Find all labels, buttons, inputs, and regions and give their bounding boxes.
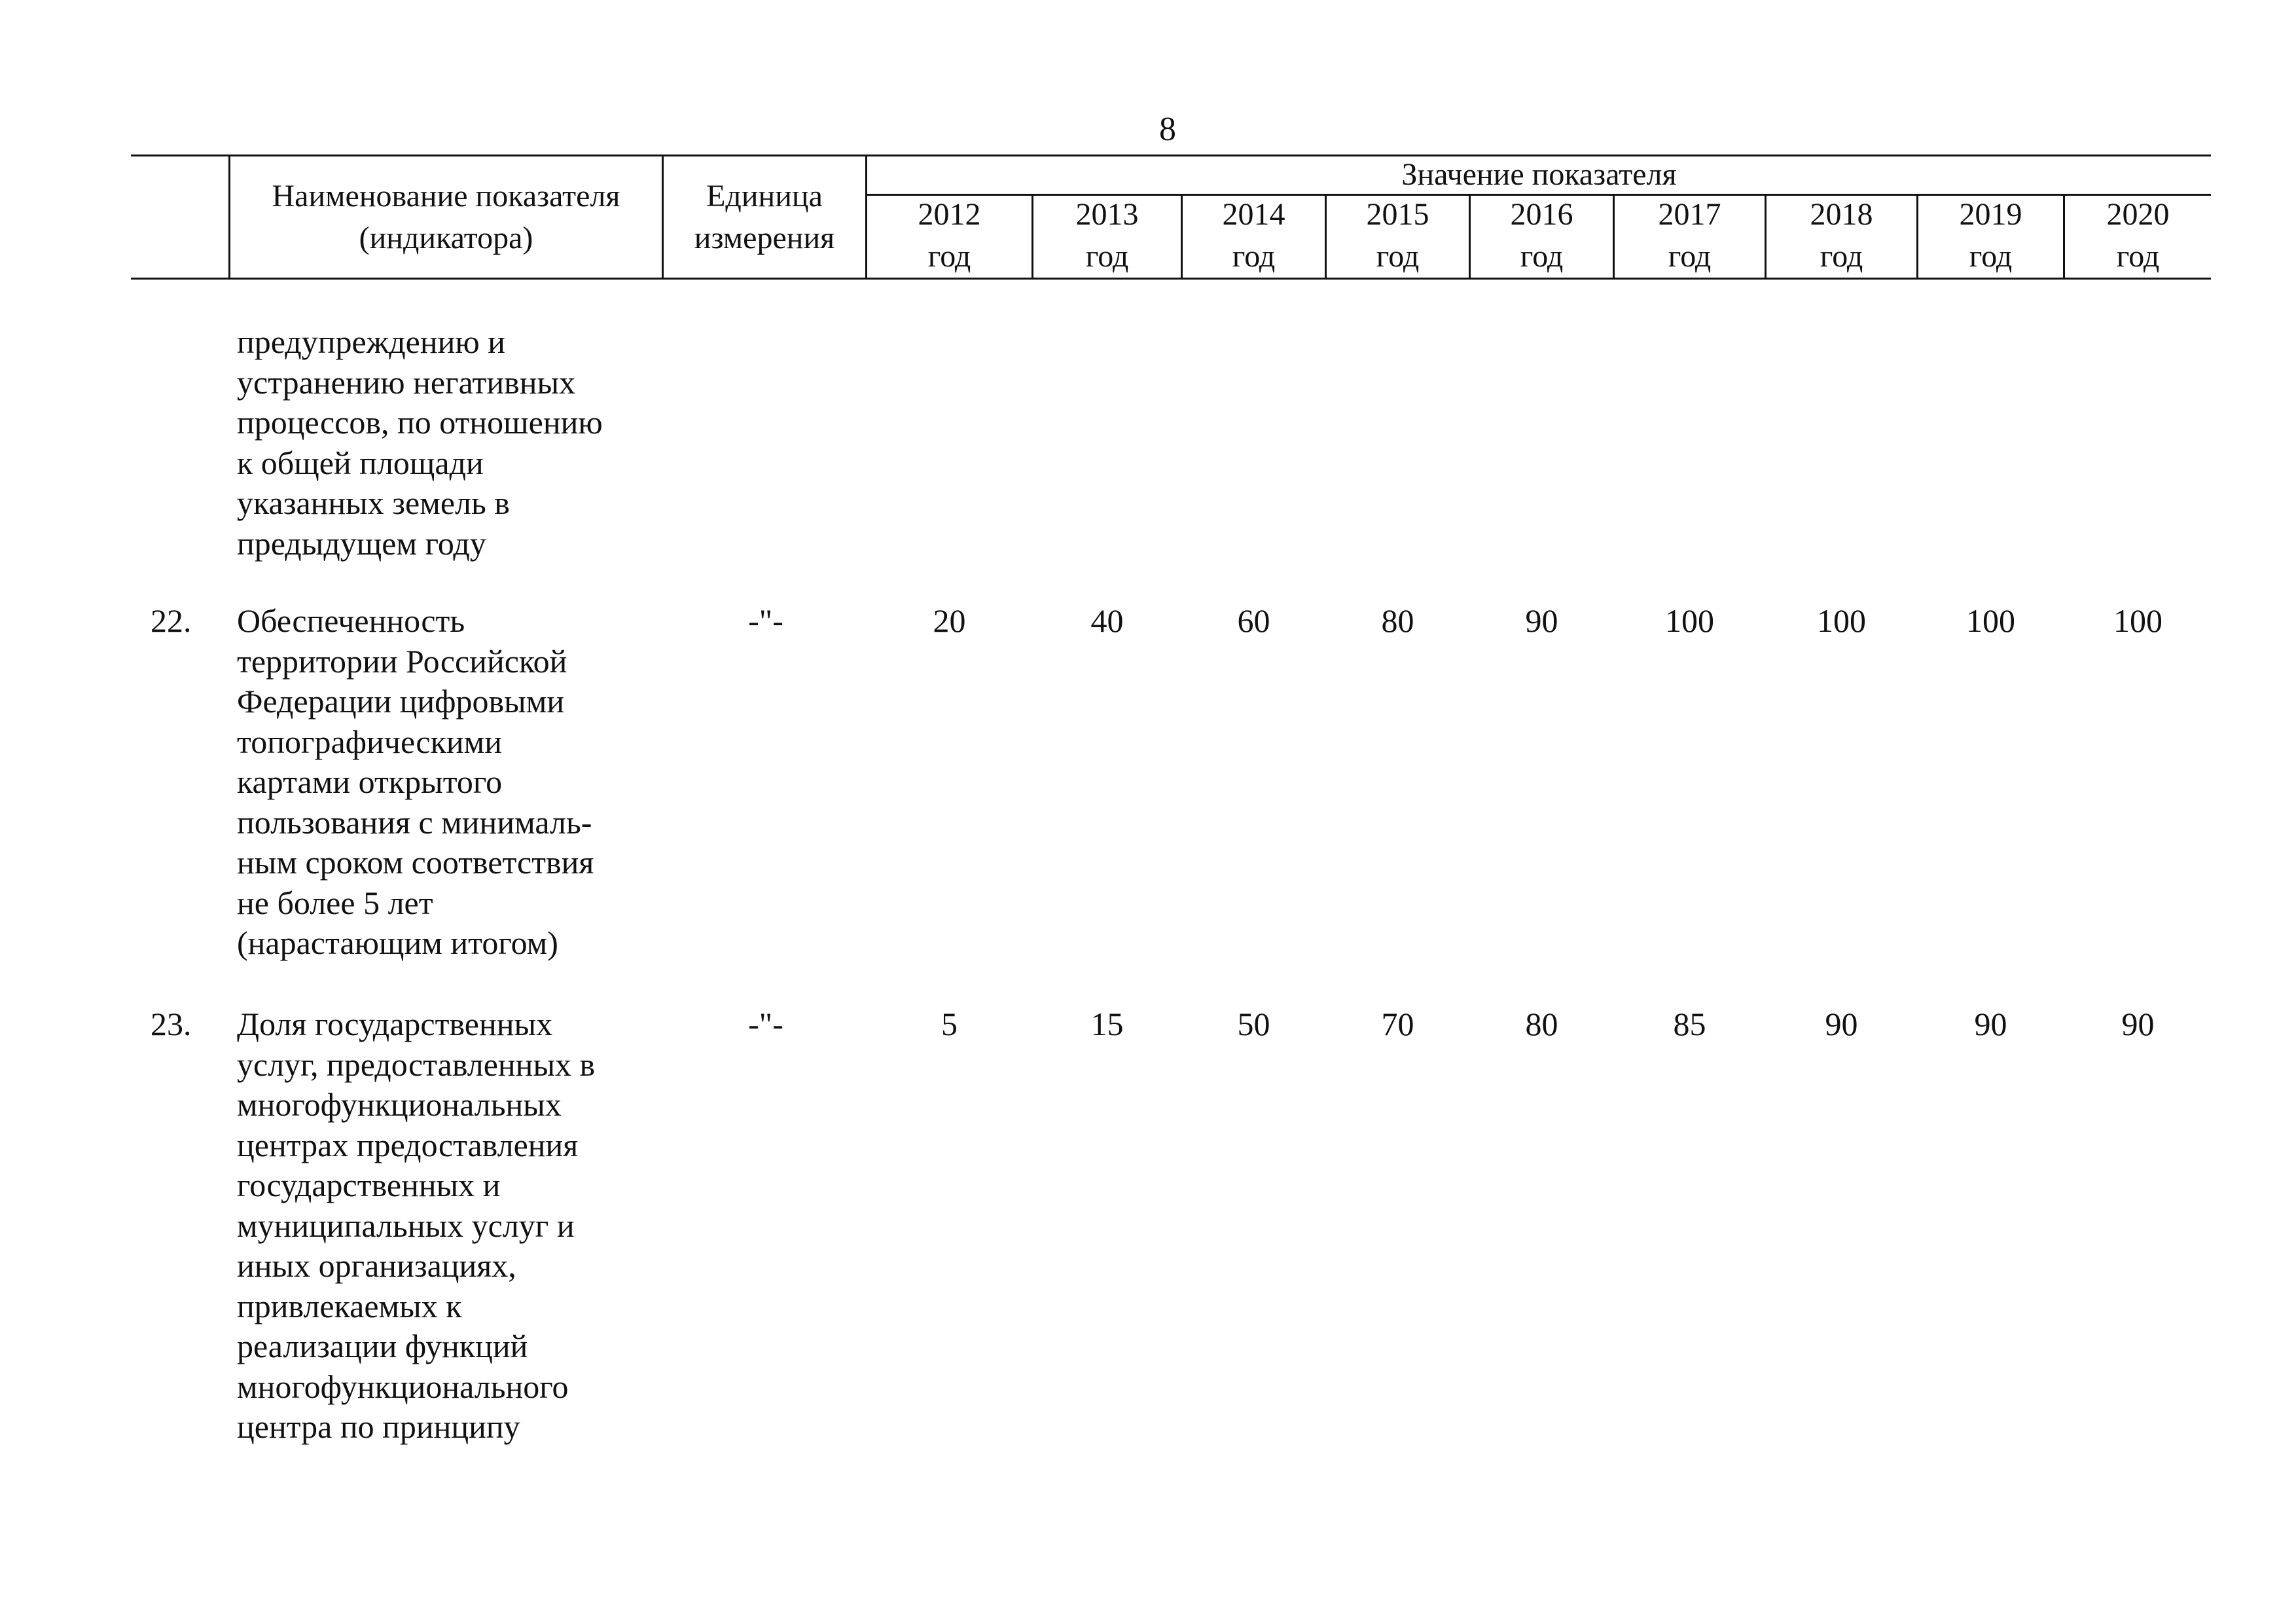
year-label: 2020 — [2106, 197, 2170, 232]
indicator-name-continued — [237, 322, 656, 564]
value-cell-2016: 90 — [1525, 602, 1558, 639]
year-suffix: год — [2116, 239, 2160, 274]
name-line: реализации функций — [237, 1328, 528, 1364]
header-name-column — [230, 175, 662, 259]
row-number: 23. — [151, 1006, 192, 1042]
value-cell-2019: 100 — [1966, 602, 2015, 639]
year-suffix: год — [1820, 239, 1863, 274]
value-cell-2018: 90 — [1825, 1006, 1858, 1042]
header-name-line: (индикатора) — [359, 221, 533, 255]
header-year-2016 — [1471, 194, 1613, 278]
year-label: 2015 — [1366, 197, 1429, 232]
header-year-2017 — [1615, 194, 1765, 278]
name-line: услуг, предоставленных в — [237, 1046, 596, 1083]
value-cell-2020: 90 — [2121, 1006, 2155, 1042]
header-unit-line: измерения — [694, 221, 835, 255]
year-label: 2019 — [1959, 197, 2022, 232]
year-suffix: год — [1085, 239, 1129, 274]
value-cell-2014: 50 — [1237, 1006, 1270, 1042]
name-line: государственных и — [237, 1167, 501, 1203]
name-line: многофункциональных — [237, 1086, 562, 1123]
name-line: ным сроком соответствия — [237, 844, 594, 881]
name-line: центрах предоставления — [237, 1126, 579, 1163]
name-line: топографическими — [237, 723, 503, 760]
year-suffix: год — [1376, 239, 1420, 274]
name-line: Федерации цифровыми — [237, 683, 565, 720]
row-number: 22. — [151, 602, 192, 639]
name-line: иных организациях, — [237, 1247, 516, 1284]
name-line: предупреждению и — [237, 323, 505, 360]
header-year-2018 — [1767, 194, 1916, 278]
header-unit-line: Единица — [706, 179, 823, 213]
name-line: пользования с минималь- — [237, 803, 592, 841]
value-cell-2018: 100 — [1817, 602, 1866, 639]
name-line: центра по принципу — [237, 1408, 520, 1445]
value-cell-2012: 5 — [941, 1006, 958, 1042]
value-cell-2014: 60 — [1237, 602, 1270, 639]
header-year-2014 — [1183, 194, 1325, 278]
year-suffix: год — [927, 239, 971, 274]
header-year-2020 — [2065, 194, 2211, 278]
value-cell-2013: 40 — [1090, 602, 1124, 639]
name-line: не более 5 лет — [237, 884, 433, 921]
name-line: Доля государственных — [237, 1006, 553, 1042]
year-label: 2014 — [1222, 197, 1285, 232]
header-bottom-rule — [131, 278, 2211, 280]
year-suffix: год — [1668, 239, 1712, 274]
name-line: картами открытого — [237, 763, 503, 800]
name-line: муниципальных услуг и — [237, 1207, 575, 1244]
indicator-name — [237, 1004, 656, 1448]
value-cell-2015: 70 — [1381, 1006, 1414, 1042]
header-year-2015 — [1327, 194, 1469, 278]
value-cell-2015: 80 — [1381, 602, 1414, 639]
name-line: территории Российской — [237, 642, 567, 680]
value-cell-2013: 15 — [1090, 1006, 1124, 1042]
value-cell-2012: 20 — [933, 602, 966, 639]
value-cell-2019: 90 — [1974, 1006, 2007, 1042]
header-unit-column — [664, 175, 865, 259]
year-label: 2018 — [1810, 197, 1873, 232]
indicator-name — [237, 601, 656, 964]
name-line: к общей площади — [237, 444, 484, 481]
name-line: Обеспеченность — [237, 602, 465, 639]
name-line: указанных земель в — [237, 484, 510, 521]
header-name-line: Наименование показателя — [272, 179, 620, 213]
name-line: процессов, по отношению — [237, 404, 603, 441]
name-line: устранению негативных — [237, 363, 576, 401]
unit-cell: -"- — [748, 602, 783, 639]
name-line: предыдущем году — [237, 524, 486, 562]
year-label: 2012 — [918, 197, 981, 232]
page-number: 8 — [1159, 111, 1176, 148]
year-suffix: год — [1969, 239, 2013, 274]
value-cell-2020: 100 — [2113, 602, 2162, 639]
year-label: 2017 — [1658, 197, 1721, 232]
year-suffix: год — [1232, 239, 1276, 274]
name-line: (нарастающим итогом) — [237, 924, 558, 961]
year-suffix: год — [1520, 239, 1564, 274]
header-year-2019 — [1918, 194, 2063, 278]
value-cell-2017: 100 — [1665, 602, 1714, 639]
value-cell-2016: 80 — [1525, 1006, 1558, 1042]
header-value-group: Значение показателя — [1401, 157, 1677, 192]
header-year-2012 — [867, 194, 1031, 278]
value-cell-2017: 85 — [1673, 1006, 1706, 1042]
name-line: многофункционального — [237, 1368, 569, 1405]
unit-cell: -"- — [748, 1006, 783, 1042]
year-label: 2016 — [1510, 197, 1573, 232]
year-label: 2013 — [1075, 197, 1139, 232]
header-year-2013 — [1033, 194, 1181, 278]
name-line: привлекаемых к — [237, 1287, 462, 1324]
